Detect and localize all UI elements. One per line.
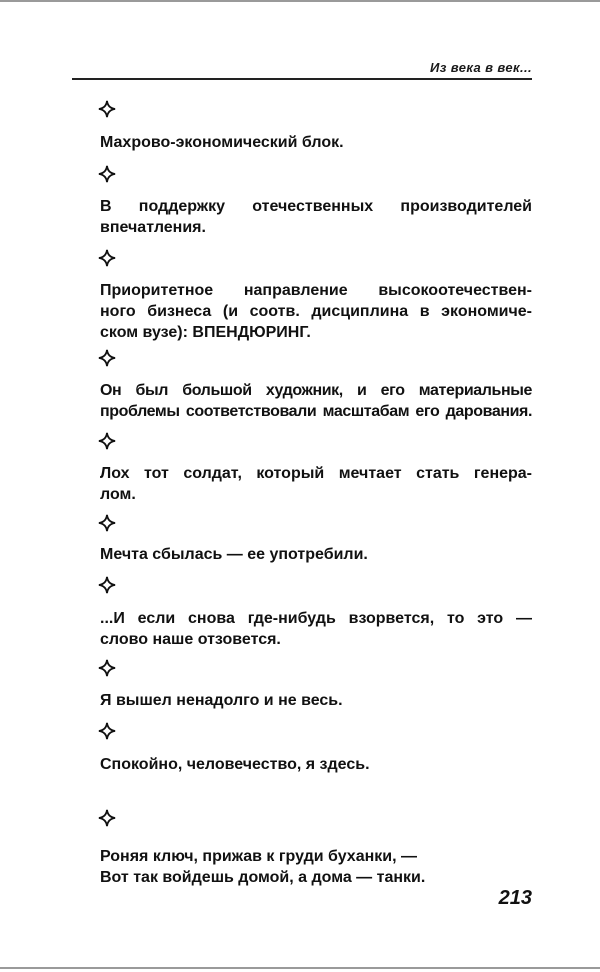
- entry-line: Вот так войдешь домой, а дома — танки.: [100, 869, 426, 886]
- entry-line: Я вышел ненадолго и не весь.: [100, 692, 343, 709]
- entry-line: Он был большой художник, и его материальные: [100, 382, 532, 399]
- separator-star-icon: [98, 659, 116, 677]
- entry-line: проблемы соответствовали масштабам его дарования.: [100, 403, 532, 420]
- aphorism-entry: [100, 196, 532, 238]
- scan-bottom-edge: [0, 967, 600, 969]
- aphorism-entry: [100, 690, 532, 711]
- aphorism-entry: [100, 380, 532, 422]
- separator-star-icon: [98, 809, 116, 827]
- separator-star-icon: [98, 722, 116, 740]
- entry-line: ском вузе): ВПЕНДЮРИНГ.: [100, 324, 311, 341]
- aphorism-entry: [100, 846, 532, 888]
- aphorism-entry: [100, 463, 532, 505]
- entry-line: ного бизнеса (и соотв. дисциплина в экономиче-: [100, 303, 532, 320]
- entry-line: Спокойно, человечество, я здесь.: [100, 756, 370, 773]
- entry-line: Лох тот солдат, который мечтает стать генера-: [100, 465, 532, 482]
- separator-star-icon: [98, 349, 116, 367]
- aphorism-entry: [100, 280, 532, 343]
- entry-line: слово наше отзовется.: [100, 631, 281, 648]
- entry-line: Мечта сбылась — ее употребили.: [100, 546, 368, 563]
- separator-star-icon: [98, 249, 116, 267]
- entry-line: Приоритетное направление высокоотечествен-: [100, 282, 532, 299]
- separator-star-icon: [98, 100, 116, 118]
- aphorism-entry: [100, 544, 532, 565]
- header-rule: [72, 78, 532, 80]
- entry-line: ...И если снова где-нибудь взорвется, то это —: [100, 610, 532, 627]
- scan-top-edge: [0, 0, 600, 2]
- aphorism-entry: [100, 132, 532, 153]
- separator-star-icon: [98, 165, 116, 183]
- entry-line: Роняя ключ, прижав к груди буханки, —: [100, 848, 417, 865]
- entry-line: впечатления.: [100, 219, 206, 236]
- separator-star-icon: [98, 576, 116, 594]
- entry-line: лом.: [100, 486, 136, 503]
- page-number: 213: [498, 887, 532, 909]
- aphorism-entry: [100, 754, 532, 775]
- running-head: Из века в век...: [430, 60, 532, 75]
- separator-star-icon: [98, 514, 116, 532]
- aphorism-entry: [100, 608, 532, 650]
- entry-line: В поддержку отечественных производителей: [100, 198, 532, 215]
- entry-line: Махрово-экономический блок.: [100, 134, 344, 151]
- separator-star-icon: [98, 432, 116, 450]
